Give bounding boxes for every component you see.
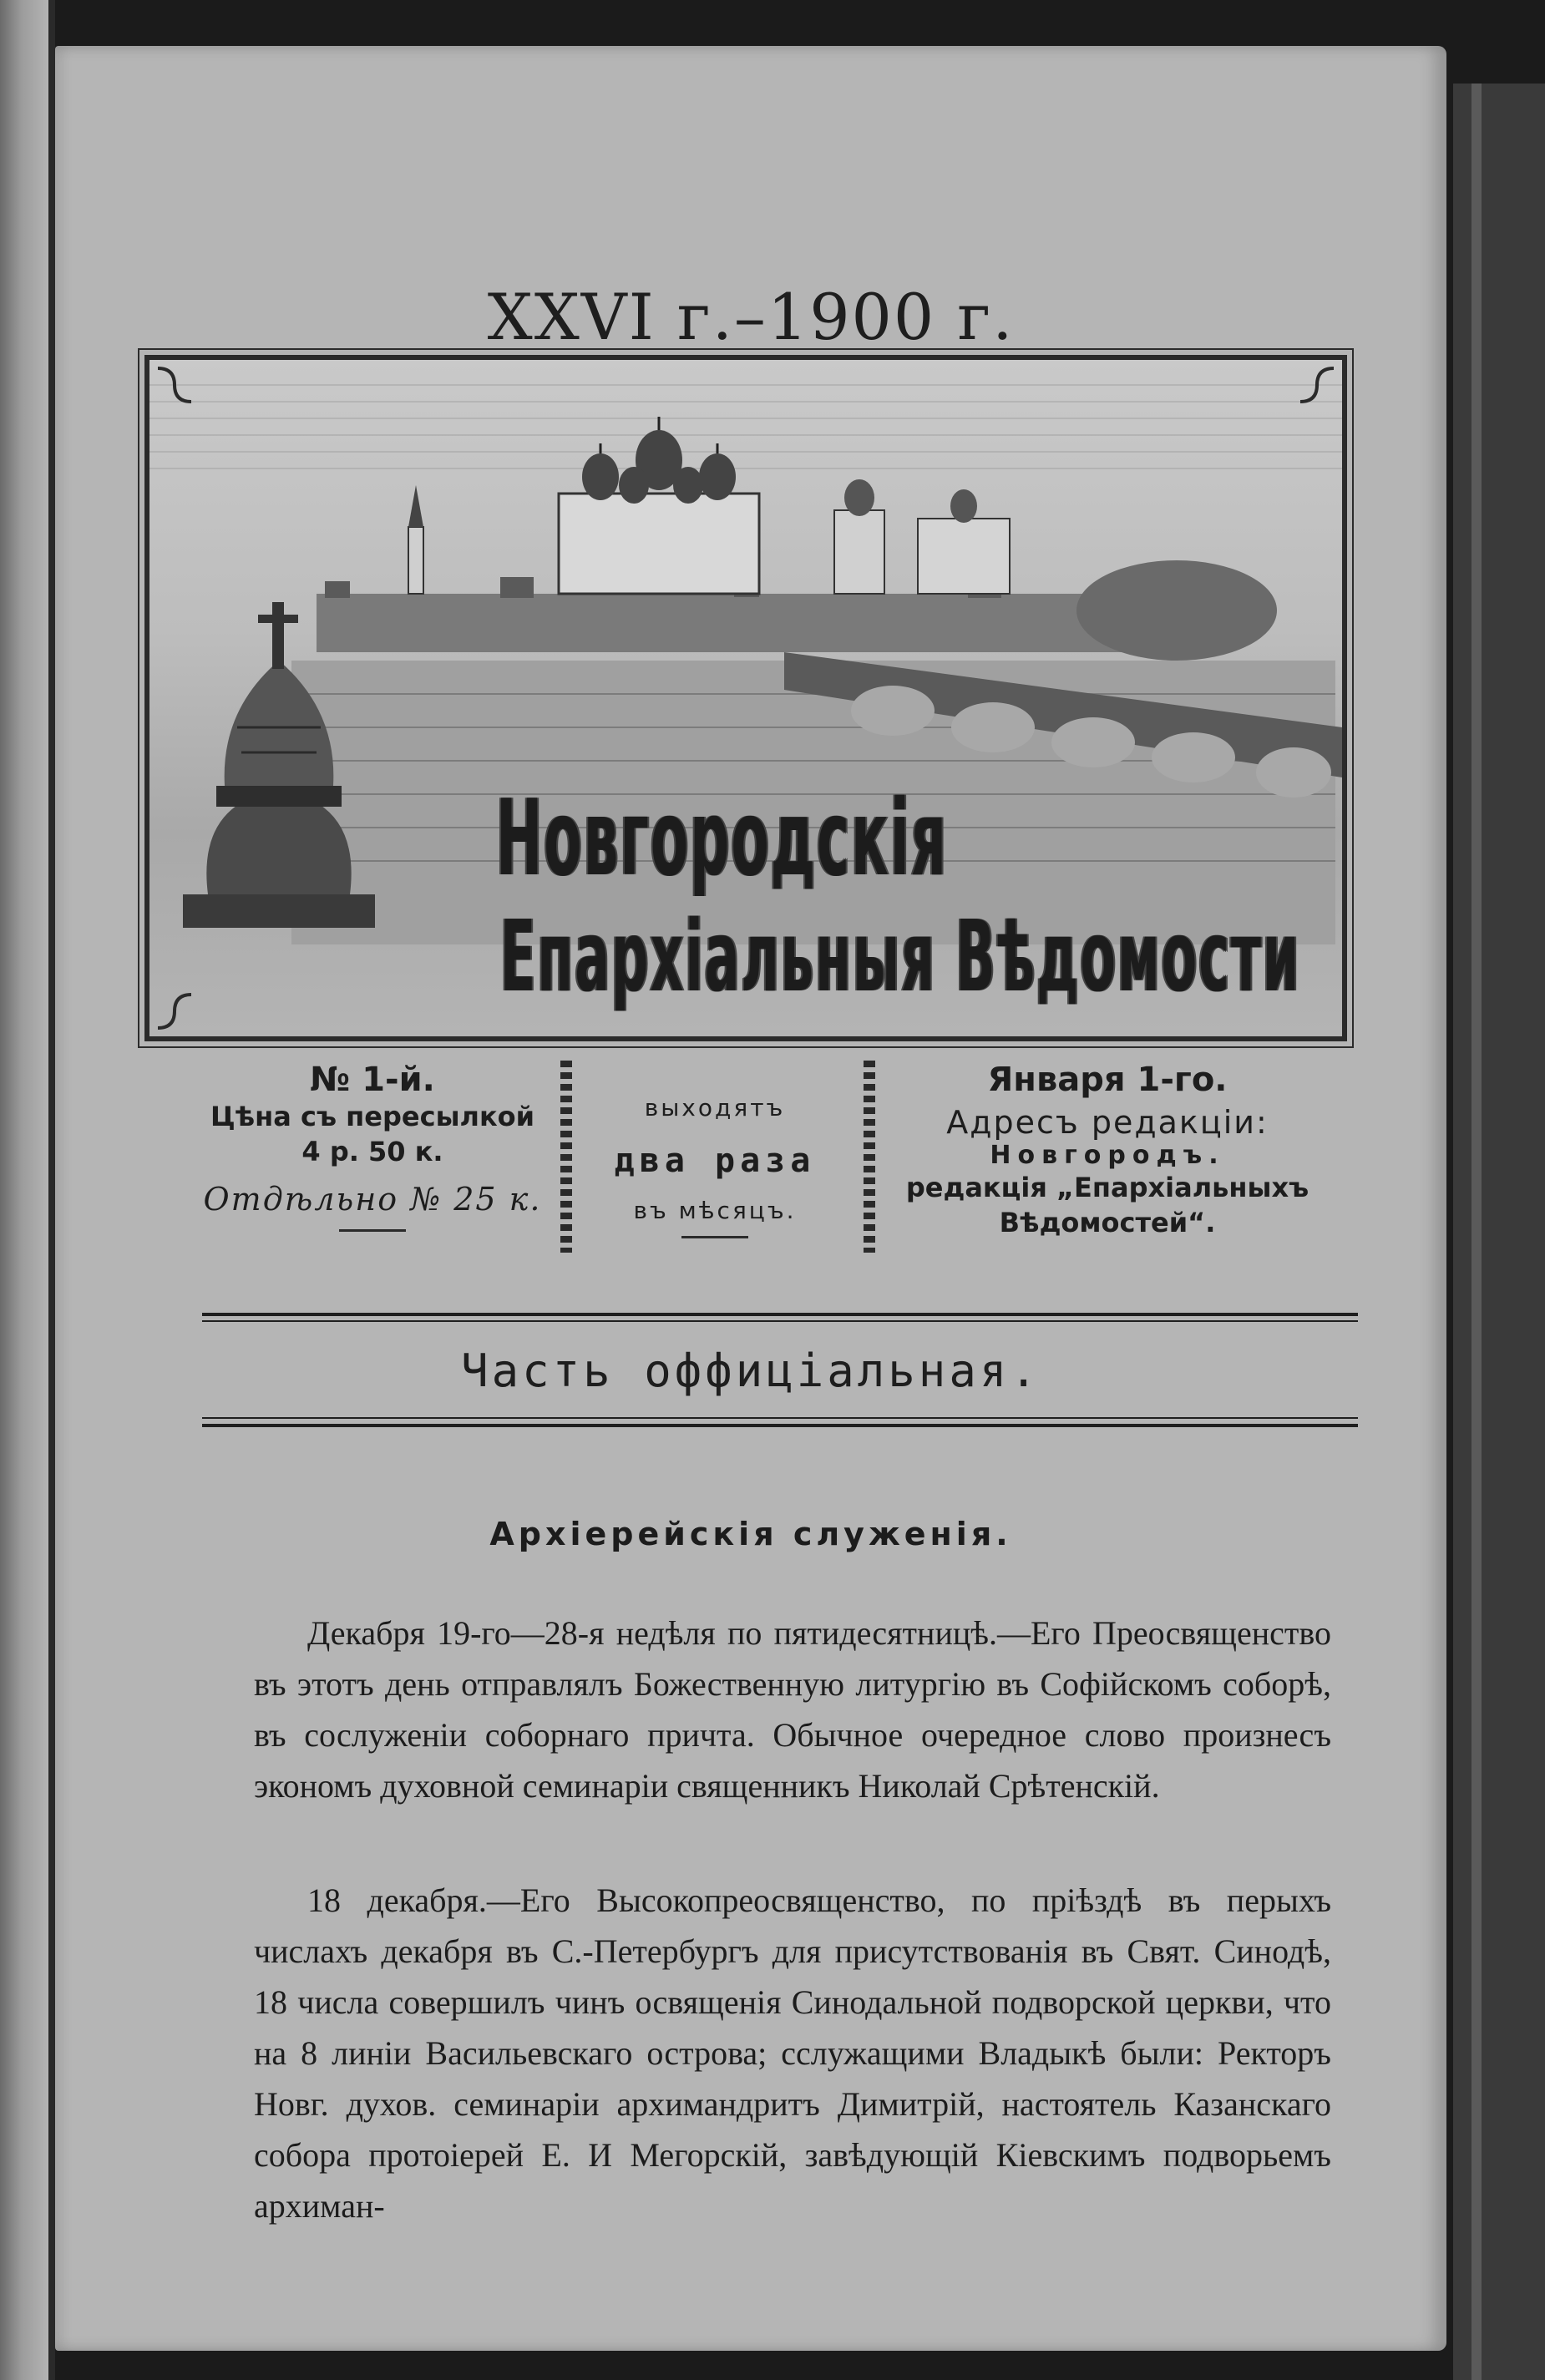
price-value: 4 р. 50 к. xyxy=(301,1136,443,1167)
masthead-illustration xyxy=(144,355,1347,1041)
issue-number: № 1-й. xyxy=(310,1061,435,1099)
bottom-rule-thick xyxy=(202,1424,1358,1427)
article-heading: Архіерейскія служенія. xyxy=(489,1516,1012,1552)
book-right-edge-line xyxy=(1472,84,1482,2380)
middle-divider xyxy=(681,1236,748,1238)
top-rule-thick xyxy=(202,1313,1358,1316)
frequency-line2: два раза xyxy=(614,1142,816,1180)
year-line: XXVI г.–1900 г. xyxy=(487,280,1015,354)
address-title: Адресъ редакціи: xyxy=(946,1104,1269,1141)
address-city: Новгородъ. xyxy=(990,1141,1225,1170)
book-gutter xyxy=(48,0,55,2380)
top-rule-thin xyxy=(202,1320,1358,1322)
price-label: Цѣна съ пересылкой xyxy=(210,1101,535,1132)
issue-info-right xyxy=(874,1061,1341,1240)
single-issue-price: Отдѣльно № 25 к. xyxy=(203,1181,542,1218)
paragraph: Декабря 19-го—28-я недѣля по пятидесятницѣ.—Его Преосвященство въ этотъ день отправлялъ Божественную литургію въ Софійскомъ соборѣ, въ сослуженіи соборнаго причта. Обычное очередное слово произнесъ экономъ духовной семинаріи священникъ Николай Срѣтенскій. xyxy=(254,1614,1331,1805)
newspaper-page xyxy=(55,46,1446,2351)
issue-info-left xyxy=(176,1061,569,1232)
book-right-stack xyxy=(1453,84,1545,2380)
left-divider xyxy=(339,1229,406,1232)
address-line2: Вѣдомостей“. xyxy=(999,1207,1216,1238)
issue-info-row xyxy=(55,1061,1446,1269)
address-line1: редакція „Епархіальныхъ xyxy=(905,1172,1309,1203)
masthead-title-line1: Новгородскія xyxy=(496,777,948,900)
issue-info-middle xyxy=(569,1061,861,1238)
issue-date: Января 1-го. xyxy=(987,1061,1228,1099)
part-title: Часть оффиціальная. xyxy=(461,1344,1041,1397)
masthead-title-line2: Епархіальныя Вѣдомости xyxy=(500,899,1301,1015)
bottom-rule-thin xyxy=(202,1417,1358,1419)
frequency-line1: выходятъ xyxy=(644,1094,786,1122)
frequency-line3: въ мѣсяцъ. xyxy=(633,1197,797,1224)
book-left-edge xyxy=(0,0,48,2380)
paragraph: 18 декабря.—Его Высокопреосвященство, по пріѣздѣ въ перыхъ числахъ декабря въ С.-Петербургъ для присутствованія въ Свят. Синодѣ, 18 числа совершилъ чинъ освященія Синодальной подворской церкви, что на 8 линіи Васильевскаго острова; сслужащими Владыкѣ были: Ректоръ Новг. духов. семинаріи архимандритъ Димитрій, настоятель Казанскаго собора протоіерей Е. И Мегорскій, завѣдующій Кіевскимъ подворьемъ архиман- xyxy=(254,1881,1331,2225)
